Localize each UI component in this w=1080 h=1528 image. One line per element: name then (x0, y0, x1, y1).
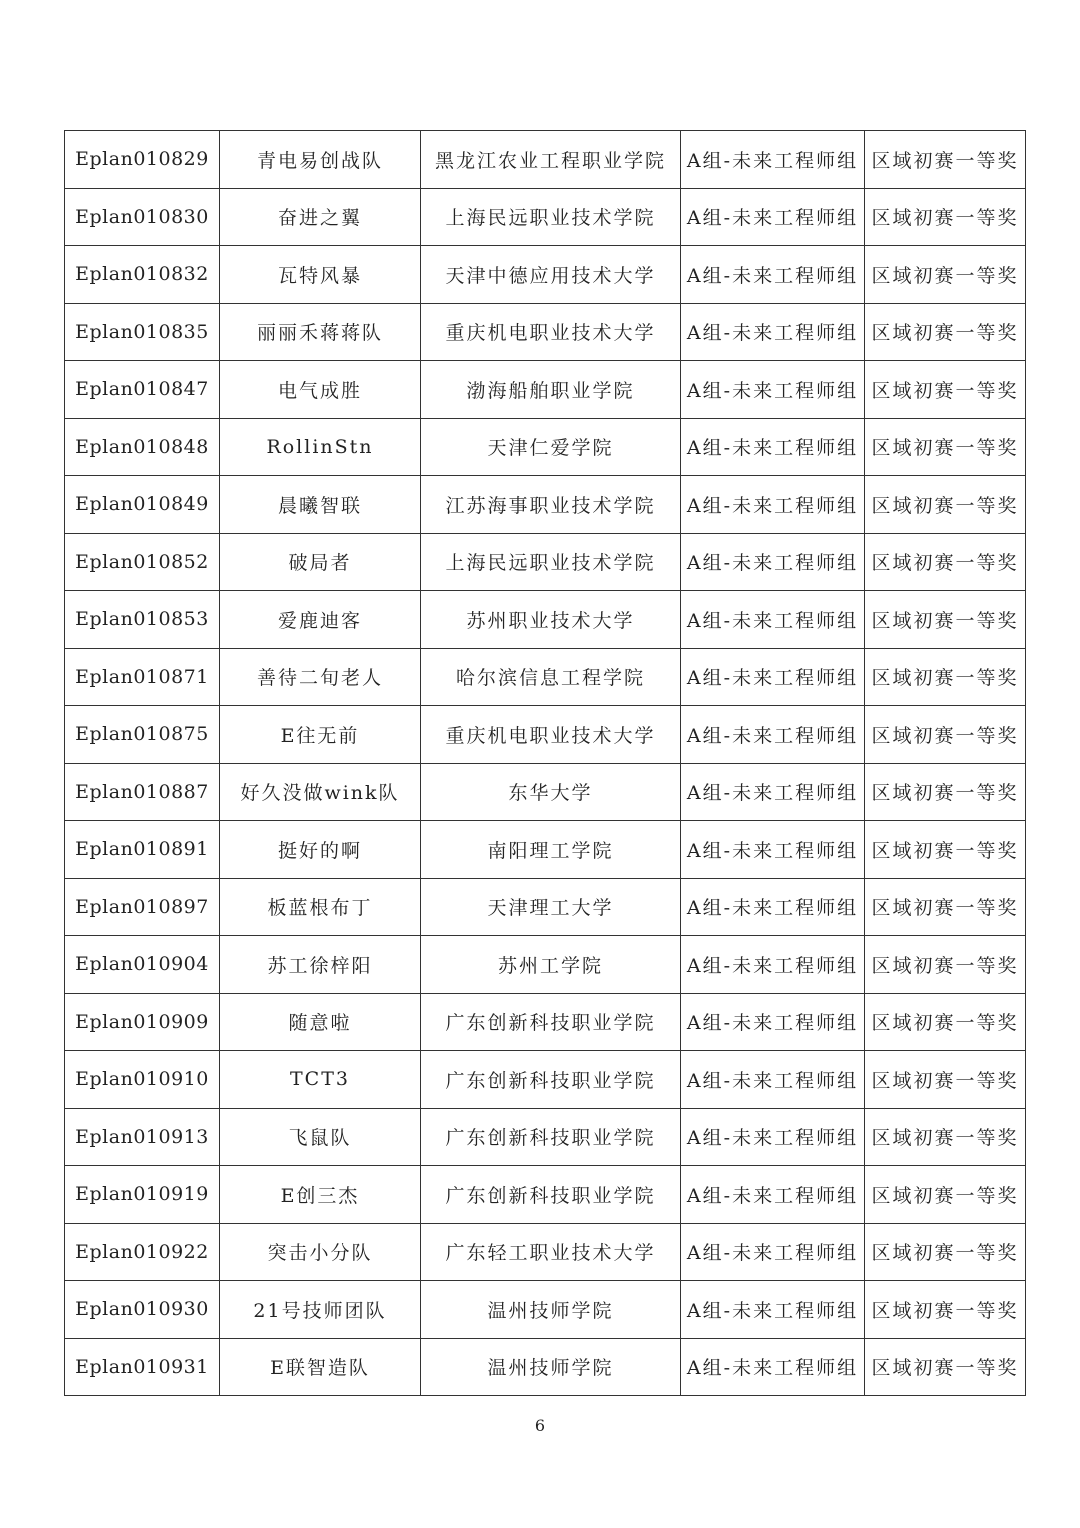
cell-entry-id: Eplan010871 (65, 648, 220, 706)
cell-award: 区域初赛一等奖 (865, 476, 1026, 534)
cell-team-name: 电气成胜 (220, 361, 421, 419)
cell-school: 上海民远职业技术学院 (421, 188, 681, 246)
cell-group: A组-未来工程师组 (681, 1223, 865, 1281)
cell-school: 江苏海事职业技术学院 (421, 476, 681, 534)
cell-award: 区域初赛一等奖 (865, 763, 1026, 821)
cell-award: 区域初赛一等奖 (865, 131, 1026, 189)
cell-entry-id: Eplan010931 (65, 1338, 220, 1396)
table-row (65, 1051, 1026, 1109)
cell-entry-id: Eplan010848 (65, 418, 220, 476)
results-table (64, 130, 1026, 1396)
cell-school: 温州技师学院 (421, 1338, 681, 1396)
cell-entry-id: Eplan010847 (65, 361, 220, 419)
cell-entry-id: Eplan010835 (65, 303, 220, 361)
cell-school: 广东轻工职业技术大学 (421, 1223, 681, 1281)
table-row (65, 188, 1026, 246)
table-row (65, 993, 1026, 1051)
cell-group: A组-未来工程师组 (681, 936, 865, 994)
table-row (65, 1223, 1026, 1281)
cell-team-name: 丽丽禾蒋蒋队 (220, 303, 421, 361)
cell-team-name: 随意啦 (220, 993, 421, 1051)
table-row (65, 821, 1026, 879)
cell-group: A组-未来工程师组 (681, 648, 865, 706)
cell-award: 区域初赛一等奖 (865, 591, 1026, 649)
cell-group: A组-未来工程师组 (681, 131, 865, 189)
cell-entry-id: Eplan010849 (65, 476, 220, 534)
cell-entry-id: Eplan010832 (65, 246, 220, 304)
cell-team-name: 突击小分队 (220, 1223, 421, 1281)
cell-award: 区域初赛一等奖 (865, 188, 1026, 246)
cell-group: A组-未来工程师组 (681, 821, 865, 879)
table-row (65, 591, 1026, 649)
cell-team-name: 瓦特风暴 (220, 246, 421, 304)
cell-team-name: 青电易创战队 (220, 131, 421, 189)
cell-entry-id: Eplan010875 (65, 706, 220, 764)
table-row (65, 476, 1026, 534)
cell-team-name: 晨曦智联 (220, 476, 421, 534)
cell-entry-id: Eplan010922 (65, 1223, 220, 1281)
cell-entry-id: Eplan010897 (65, 878, 220, 936)
cell-award: 区域初赛一等奖 (865, 821, 1026, 879)
cell-school: 天津中德应用技术大学 (421, 246, 681, 304)
cell-entry-id: Eplan010910 (65, 1051, 220, 1109)
cell-award: 区域初赛一等奖 (865, 418, 1026, 476)
table-row (65, 936, 1026, 994)
cell-entry-id: Eplan010913 (65, 1108, 220, 1166)
cell-award: 区域初赛一等奖 (865, 246, 1026, 304)
cell-award: 区域初赛一等奖 (865, 533, 1026, 591)
cell-team-name: 爱鹿迪客 (220, 591, 421, 649)
cell-team-name: TCT3 (220, 1051, 421, 1109)
cell-school: 重庆机电职业技术大学 (421, 303, 681, 361)
cell-entry-id: Eplan010891 (65, 821, 220, 879)
cell-team-name: 奋进之翼 (220, 188, 421, 246)
cell-team-name: 破局者 (220, 533, 421, 591)
page-number: 6 (534, 1416, 546, 1435)
cell-school: 重庆机电职业技术大学 (421, 706, 681, 764)
cell-team-name: E往无前 (220, 706, 421, 764)
cell-group: A组-未来工程师组 (681, 1108, 865, 1166)
cell-group: A组-未来工程师组 (681, 1338, 865, 1396)
cell-award: 区域初赛一等奖 (865, 1281, 1026, 1339)
table-row (65, 1108, 1026, 1166)
cell-award: 区域初赛一等奖 (865, 648, 1026, 706)
cell-school: 天津仁爱学院 (421, 418, 681, 476)
cell-school: 东华大学 (421, 763, 681, 821)
table-row (65, 361, 1026, 419)
cell-entry-id: Eplan010909 (65, 993, 220, 1051)
cell-entry-id: Eplan010930 (65, 1281, 220, 1339)
cell-team-name: 挺好的啊 (220, 821, 421, 879)
table-row (65, 763, 1026, 821)
table-row (65, 418, 1026, 476)
cell-group: A组-未来工程师组 (681, 706, 865, 764)
cell-entry-id: Eplan010853 (65, 591, 220, 649)
cell-school: 黑龙江农业工程职业学院 (421, 131, 681, 189)
cell-award: 区域初赛一等奖 (865, 1338, 1026, 1396)
cell-award: 区域初赛一等奖 (865, 993, 1026, 1051)
cell-award: 区域初赛一等奖 (865, 878, 1026, 936)
cell-school: 广东创新科技职业学院 (421, 1051, 681, 1109)
cell-school: 广东创新科技职业学院 (421, 993, 681, 1051)
table-row (65, 131, 1026, 189)
table-body (65, 131, 1026, 1396)
cell-team-name: RollinStn (220, 418, 421, 476)
cell-group: A组-未来工程师组 (681, 1166, 865, 1224)
cell-entry-id: Eplan010904 (65, 936, 220, 994)
cell-group: A组-未来工程师组 (681, 878, 865, 936)
table-row (65, 246, 1026, 304)
cell-school: 渤海船舶职业学院 (421, 361, 681, 419)
cell-school: 广东创新科技职业学院 (421, 1108, 681, 1166)
cell-team-name: 板蓝根布丁 (220, 878, 421, 936)
cell-group: A组-未来工程师组 (681, 993, 865, 1051)
cell-team-name: 苏工徐梓阳 (220, 936, 421, 994)
cell-award: 区域初赛一等奖 (865, 936, 1026, 994)
table-row (65, 1281, 1026, 1339)
cell-group: A组-未来工程师组 (681, 533, 865, 591)
table-row (65, 1166, 1026, 1224)
cell-award: 区域初赛一等奖 (865, 1166, 1026, 1224)
cell-group: A组-未来工程师组 (681, 246, 865, 304)
cell-group: A组-未来工程师组 (681, 361, 865, 419)
cell-school: 温州技师学院 (421, 1281, 681, 1339)
table-row (65, 303, 1026, 361)
cell-award: 区域初赛一等奖 (865, 361, 1026, 419)
cell-group: A组-未来工程师组 (681, 1051, 865, 1109)
cell-award: 区域初赛一等奖 (865, 1051, 1026, 1109)
cell-school: 苏州工学院 (421, 936, 681, 994)
cell-award: 区域初赛一等奖 (865, 1223, 1026, 1281)
cell-team-name: E联智造队 (220, 1338, 421, 1396)
table-row (65, 878, 1026, 936)
cell-school: 南阳理工学院 (421, 821, 681, 879)
cell-team-name: 善待二旬老人 (220, 648, 421, 706)
cell-entry-id: Eplan010887 (65, 763, 220, 821)
cell-entry-id: Eplan010919 (65, 1166, 220, 1224)
cell-school: 天津理工大学 (421, 878, 681, 936)
table-row (65, 1338, 1026, 1396)
cell-group: A组-未来工程师组 (681, 1281, 865, 1339)
cell-school: 上海民远职业技术学院 (421, 533, 681, 591)
cell-group: A组-未来工程师组 (681, 303, 865, 361)
cell-award: 区域初赛一等奖 (865, 706, 1026, 764)
cell-group: A组-未来工程师组 (681, 591, 865, 649)
cell-entry-id: Eplan010830 (65, 188, 220, 246)
cell-team-name: 好久没做wink队 (220, 763, 421, 821)
cell-group: A组-未来工程师组 (681, 763, 865, 821)
cell-school: 广东创新科技职业学院 (421, 1166, 681, 1224)
cell-school: 苏州职业技术大学 (421, 591, 681, 649)
cell-group: A组-未来工程师组 (681, 418, 865, 476)
cell-group: A组-未来工程师组 (681, 476, 865, 534)
table-row (65, 706, 1026, 764)
cell-school: 哈尔滨信息工程学院 (421, 648, 681, 706)
cell-award: 区域初赛一等奖 (865, 1108, 1026, 1166)
cell-team-name: 21号技师团队 (220, 1281, 421, 1339)
cell-team-name: 飞鼠队 (220, 1108, 421, 1166)
cell-group: A组-未来工程师组 (681, 188, 865, 246)
table-row (65, 648, 1026, 706)
cell-award: 区域初赛一等奖 (865, 303, 1026, 361)
cell-entry-id: Eplan010829 (65, 131, 220, 189)
cell-team-name: E创三杰 (220, 1166, 421, 1224)
cell-entry-id: Eplan010852 (65, 533, 220, 591)
table-row (65, 533, 1026, 591)
